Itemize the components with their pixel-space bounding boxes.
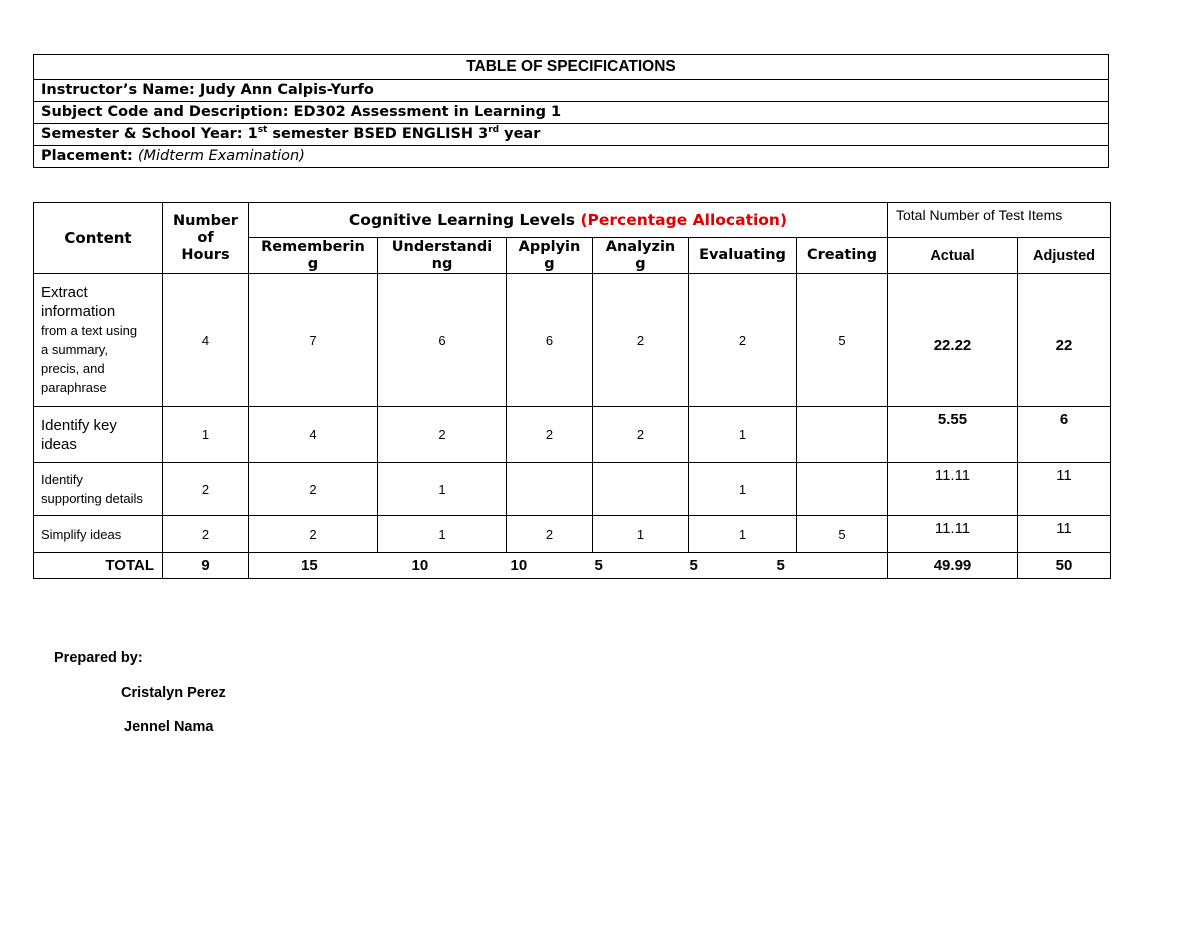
total-actual: 49.99	[888, 553, 1018, 579]
cell-actual: 5.55	[888, 407, 1018, 463]
table-row	[34, 407, 1111, 463]
cell-creating	[797, 463, 888, 516]
header-actual: Actual	[888, 238, 1018, 274]
header-number-of-hours: Number of Hours	[163, 203, 249, 274]
header-adjusted: Adjusted	[1018, 238, 1111, 274]
cell-evaluating: 1	[689, 516, 797, 553]
cell-remembering: 4	[249, 407, 378, 463]
prepared-by-label: Prepared by:	[54, 650, 143, 666]
total-remembering: 15	[249, 553, 378, 579]
cell-analyzing	[593, 463, 689, 516]
header-evaluating: Evaluating	[689, 238, 797, 274]
semester-school-year: Semester & School Year: 1st semester BSED ENGLISH 3rd year	[34, 124, 1109, 146]
total-hours: 9	[163, 553, 249, 579]
cell-hours: 4	[163, 274, 249, 407]
percentage-allocation-label: (Percentage Allocation)	[580, 211, 788, 229]
cell-hours: 2	[163, 463, 249, 516]
cell-hours: 2	[163, 516, 249, 553]
total-understanding: 10	[378, 553, 507, 579]
subject-description: Subject Code and Description: ED302 Assessment in Learning 1	[34, 102, 1109, 124]
total-analyzing: 5	[593, 553, 689, 579]
placement: Placement: (Midterm Examination)	[34, 146, 1109, 168]
header-total-test-items: Total Number of Test Items	[888, 203, 1111, 238]
cell-evaluating: 1	[689, 407, 797, 463]
cell-analyzing: 1	[593, 516, 689, 553]
cell-remembering: 2	[249, 516, 378, 553]
row-content: Identify key ideas	[34, 407, 163, 463]
row-content: Simplify ideas	[34, 516, 163, 553]
cell-understanding: 6	[378, 274, 507, 407]
cell-evaluating: 2	[689, 274, 797, 407]
header-content: Content	[34, 203, 163, 274]
cell-understanding: 1	[378, 463, 507, 516]
preparer-name-1: Cristalyn Perez	[121, 685, 226, 701]
cell-adjusted: 6	[1018, 407, 1111, 463]
header-remembering: Rememberin g	[249, 238, 378, 274]
total-applying: 10	[507, 553, 593, 579]
row-content: Identify supporting details	[34, 463, 163, 516]
cell-analyzing: 2	[593, 274, 689, 407]
cell-evaluating: 1	[689, 463, 797, 516]
total-creating: 5	[797, 553, 888, 579]
total-row	[34, 553, 1111, 579]
cell-understanding: 1	[378, 516, 507, 553]
cell-actual: 22.22	[888, 274, 1018, 407]
cell-creating: 5	[797, 516, 888, 553]
total-evaluating: 5	[689, 553, 797, 579]
cell-adjusted: 11	[1018, 463, 1111, 516]
total-label: TOTAL	[34, 553, 163, 579]
cell-understanding: 2	[378, 407, 507, 463]
row-content: Extract information from a text using a summary, precis, and paraphrase	[34, 274, 163, 407]
header-analyzing: Analyzin g	[593, 238, 689, 274]
table-row	[34, 274, 1111, 407]
document-title: TABLE OF SPECIFICATIONS	[34, 55, 1109, 80]
specifications-table	[33, 202, 1111, 579]
instructor-name: Instructor’s Name: Judy Ann Calpis-Yurfo	[34, 80, 1109, 102]
cell-applying: 6	[507, 274, 593, 407]
total-adjusted: 50	[1018, 553, 1111, 579]
cell-creating: 5	[797, 274, 888, 407]
header-box	[33, 54, 1109, 168]
cell-adjusted: 11	[1018, 516, 1111, 553]
preparer-name-2: Jennel Nama	[124, 719, 214, 735]
cell-actual: 11.11	[888, 516, 1018, 553]
cell-applying	[507, 463, 593, 516]
cell-analyzing: 2	[593, 407, 689, 463]
cell-adjusted: 22	[1018, 274, 1111, 407]
cell-hours: 1	[163, 407, 249, 463]
cell-actual: 11.11	[888, 463, 1018, 516]
cell-applying: 2	[507, 516, 593, 553]
cell-remembering: 2	[249, 463, 378, 516]
header-creating: Creating	[797, 238, 888, 274]
table-row	[34, 516, 1111, 553]
cell-remembering: 7	[249, 274, 378, 407]
table-row	[34, 463, 1111, 516]
cell-applying: 2	[507, 407, 593, 463]
header-cognitive-levels: Cognitive Learning Levels (Percentage Allocation)	[249, 203, 888, 238]
cell-creating	[797, 407, 888, 463]
header-understanding: Understandi ng	[378, 238, 507, 274]
header-applying: Applyin g	[507, 238, 593, 274]
